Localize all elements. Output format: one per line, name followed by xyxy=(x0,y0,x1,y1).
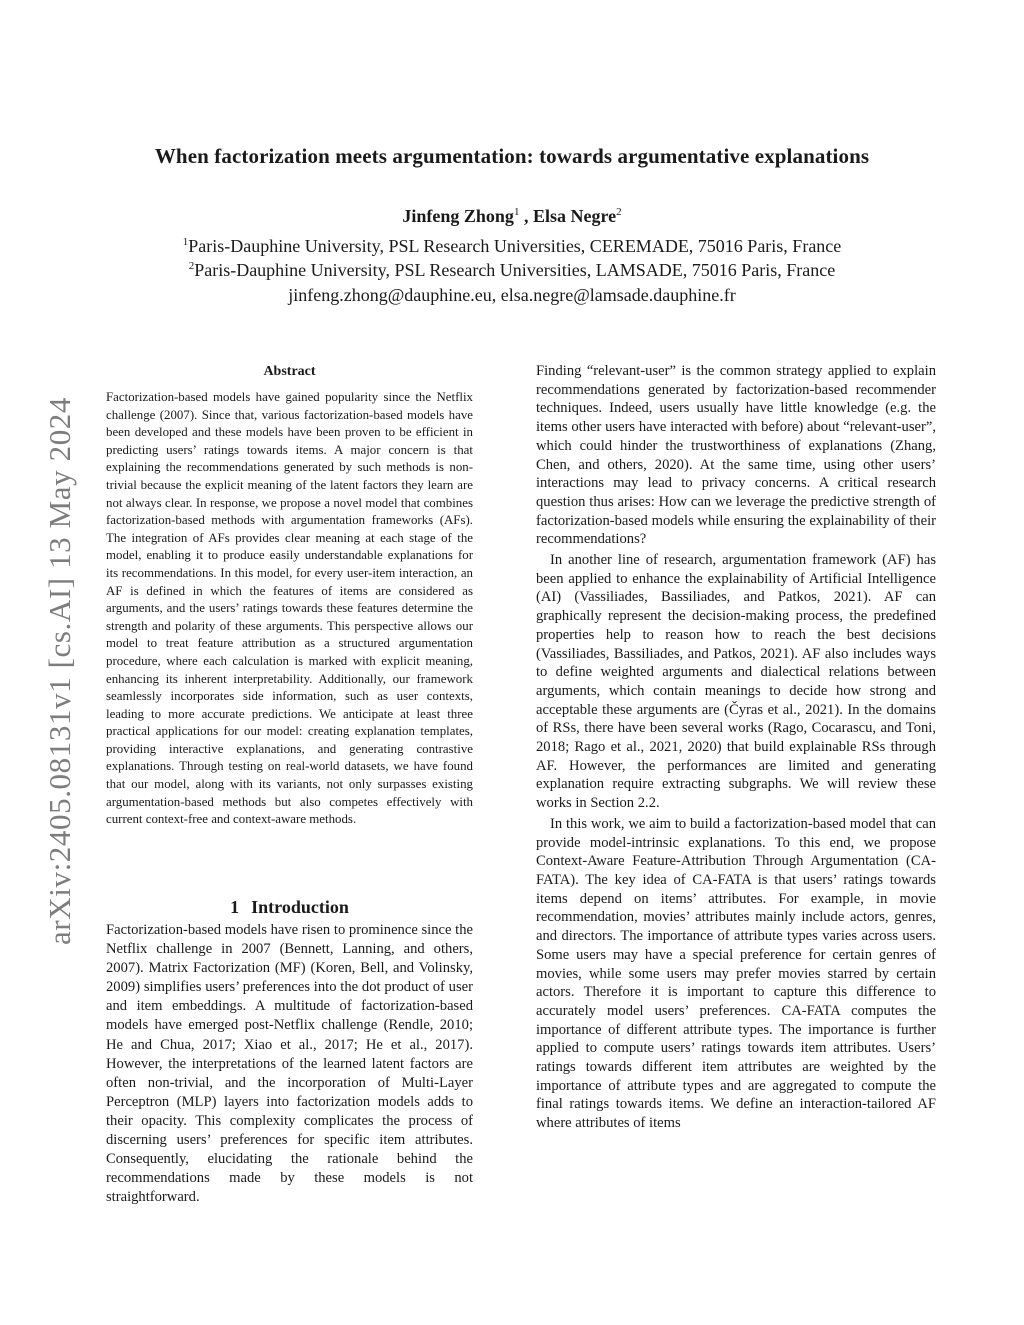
abstract-heading: Abstract xyxy=(263,364,316,379)
author-separator: , xyxy=(519,206,533,226)
body-paragraph: In this work, we aim to build a factorization-based model that can provide model-intrinsic explanations. To this end, we propose Context-Aware Feature-Attribution Through Argumentation (CA-FATA). The key idea of CA-FATA is that users’ ratings towards items depend on items’ attributes. For example, in movie recommendation, movies’ attributes mainly include actors, genres, and directors. The importance of attribute types varies across users. Some users may have a special preference for certain genres of movies, while some users may prefer movies starred by certain actors. Therefore it is important to capture this difference to accurately model users’ preferences. CA-FATA computes the importance of different attribute types. The importance is further applied to compute users’ ratings towards item attributes. Users’ ratings towards different item attributes are weighted by the importance of attribute types and are aggregated to compute the final ratings towards items. We define an interaction-tailored AF where attributes of items xyxy=(536,815,936,1132)
author-name: Jinfeng Zhong xyxy=(402,206,514,226)
affiliation-text: Paris-Dauphine University, PSL Research Universities, CEREMADE, 75016 Paris, France xyxy=(188,236,842,256)
affiliation-mark: 2 xyxy=(188,260,195,272)
affiliation-mark: 1 xyxy=(182,236,189,248)
affiliation xyxy=(0,260,1024,281)
section-heading xyxy=(106,897,473,918)
section-title: Introduction xyxy=(251,897,349,917)
affiliation-mark: 1 xyxy=(513,206,520,218)
author-line xyxy=(0,206,1024,227)
abstract-text: Factorization-based models have gained popularity since the Netflix challenge (2007). Since that, various factorization-based models have been developed and these models have been proven to be efficient in predicting users’ ratings towards items. A major concern is that explaining the recommendations generated by such methods is non-trivial because the explicit meaning of the latent factors they learn are not always clear. In response, we propose a novel model that combines factorization-based methods with argumentation frameworks (AFs). The integration of AFs provides clear meaning at each stage of the model, enabling it to produce easily understandable explanations for its recommendations. In this model, for every user-item interaction, an AF is defined in which the features of items are considered as arguments, and the users’ ratings towards these features determine the strength and polarity of these arguments. This perspective allows our model to treat feature attribution as a structured argumentation procedure, where each calculation is marked with explicit meaning, enhancing its inherent interpretability. Additionally, our framework seamlessly incorporates side information, such as user contexts, leading to more accurate predictions. We anticipate at least three practical applications for our model: creating explanation templates, providing interactive explanations, and generating contrastive explanations. Through testing on real-world datasets, we have found that our model, along with its variants, not only surpasses existing argumentation-based methods but also competes effectively with current context-free and context-aware methods. xyxy=(106,390,473,827)
author-emails: jinfeng.zhong@dauphine.eu, elsa.negre@lamsade.dauphine.fr xyxy=(288,285,736,305)
affiliation-text: Paris-Dauphine University, PSL Research Universities, LAMSADE, 75016 Paris, France xyxy=(194,260,836,280)
author-name: Elsa Negre xyxy=(532,206,617,226)
affiliation xyxy=(0,236,1024,257)
right-column xyxy=(536,362,936,1133)
arxiv-identifier-stamp: arXiv:2405.08131v1 [cs.AI] 13 May 2024 xyxy=(42,397,77,945)
affiliation-mark: 2 xyxy=(616,206,622,218)
intro-paragraph: Factorization-based models have risen to prominence since the Netflix challenge in 2007 (Bennett, Lanning, and others, 2007). Matrix Factorization (MF) (Koren, Bell, and Volinsky, 2009) simplifies users’ preferences into the dot product of user and item embeddings. A multitude of factorization-based models have emerged post-Netflix challenge (Rendle, 2010; He and Chua, 2017; Xiao et al., 2017; He et al., 2017). However, the interpretations of the learned latent factors are often non-trivial, and the incorporation of Multi-Layer Perceptron (MLP) layers into factorization models adds to their opacity. This complexity complicates the process of discerning users’ preferences for specific item attributes. Consequently, elucidating the rationale behind the recommendations made by these models is not straightforward. xyxy=(106,922,473,1206)
body-paragraph: Finding “relevant-user” is the common strategy applied to explain recommendations generated by factorization-based recommender techniques. Indeed, users usually have little knowledge (e.g. the items other users have interacted with before) about “relevant-user”, which could hinder the trustworthiness of explanations (Zhang, Chen, and others, 2020). At the same time, using other users’ interactions may lead to privacy concerns. A critical research question thus arises: How can we leverage the predictive strength of factorization-based models while ensuring the explainability of their recommendations? xyxy=(536,363,936,548)
body-paragraph: In another line of research, argumentation framework (AF) has been applied to enhance the explainability of Artificial Intelligence (AI) (Vassiliades, Bassiliades, and Patkos, 2021). AF can graphically represent the decision-making process, the predefined properties help to reason how to reach the best decisions (Vassiliades, Bassiliades, and Patkos, 2021). AF also includes ways to define weighted arguments and dialectical relations between arguments, which contain meanings to decide how strong and acceptable these arguments are (Čyras et al., 2021). In the domains of RSs, there have been several works (Rago, Cocarascu, and Toni, 2018; Rago et al., 2021, 2020) that build explainable RSs through AF. However, the performances are limited and generating explanation require extracting subgraphs. We will review these works in Section 2.2. xyxy=(536,552,936,812)
paper-title: When factorization meets argumentation: towards argumentative explanations xyxy=(154,144,870,168)
section-number: 1 xyxy=(230,897,240,917)
